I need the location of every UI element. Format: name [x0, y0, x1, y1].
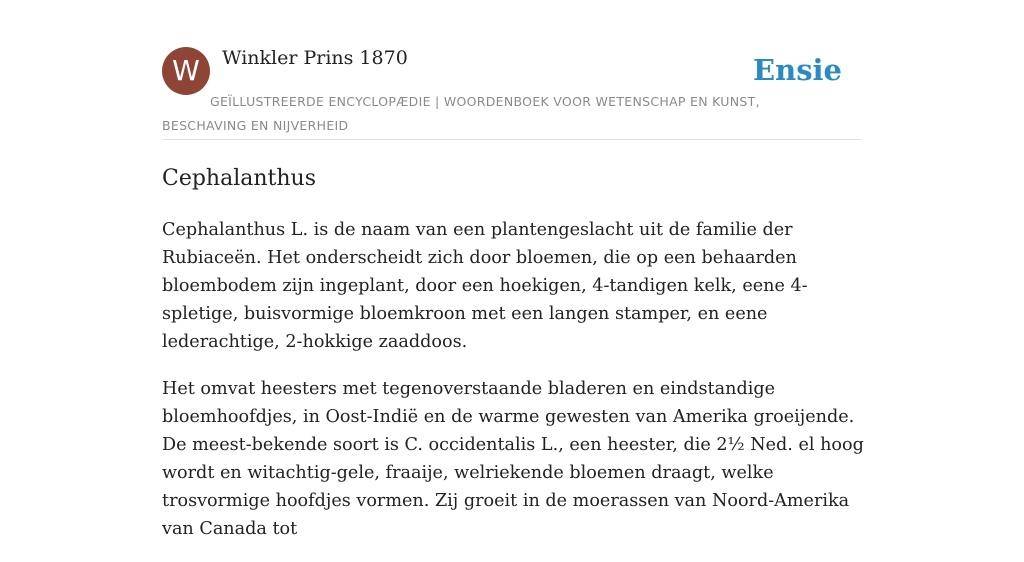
article: [162, 163, 864, 562]
article-paragraph: Cephalanthus L. is de naam van een plantengeslacht uit de familie der Rubiaceën. Het onderscheidt zich door bloemen, die op een behaarden bloembodem zijn ingeplant, door een hoekigen, 4-tandigen kelk, eene 4-spletige, buisvormige bloemkroon met een langen stamper, en eene lederachtige, 2-hokkige zaaddoos.: [162, 220, 808, 352]
header: [162, 0, 862, 140]
article-title: Cephalanthus: [162, 166, 317, 191]
source-avatar[interactable]: W: [162, 47, 210, 95]
article-paragraph: Het omvat heesters met tegenoverstaande bladeren en eindstandige bloemhoofdjes, in Oost-Indië en de warme gewesten van Amerika groeijende. De meest-bekende soort is C. occidentalis L., een heester, die 2½ Ned. el hoog wordt en witachtig-gele, fraaije, welriekende bloemen draagt, welke trosvormige hoofdjes vormen. Zij groeit in de moerassen van Noord-Amerika van Canada tot: [162, 379, 864, 539]
ensie-logo[interactable]: Ensie: [753, 53, 842, 87]
source-subtitle: GEÏLLUSTREERDE ENCYCLOPÆDIE | WOORDENBOEK VOOR WETENSCHAP EN KUNST, BESCHAVING EN NIJVERHEID: [162, 94, 760, 133]
source-title[interactable]: Winkler Prins 1870: [222, 47, 408, 69]
